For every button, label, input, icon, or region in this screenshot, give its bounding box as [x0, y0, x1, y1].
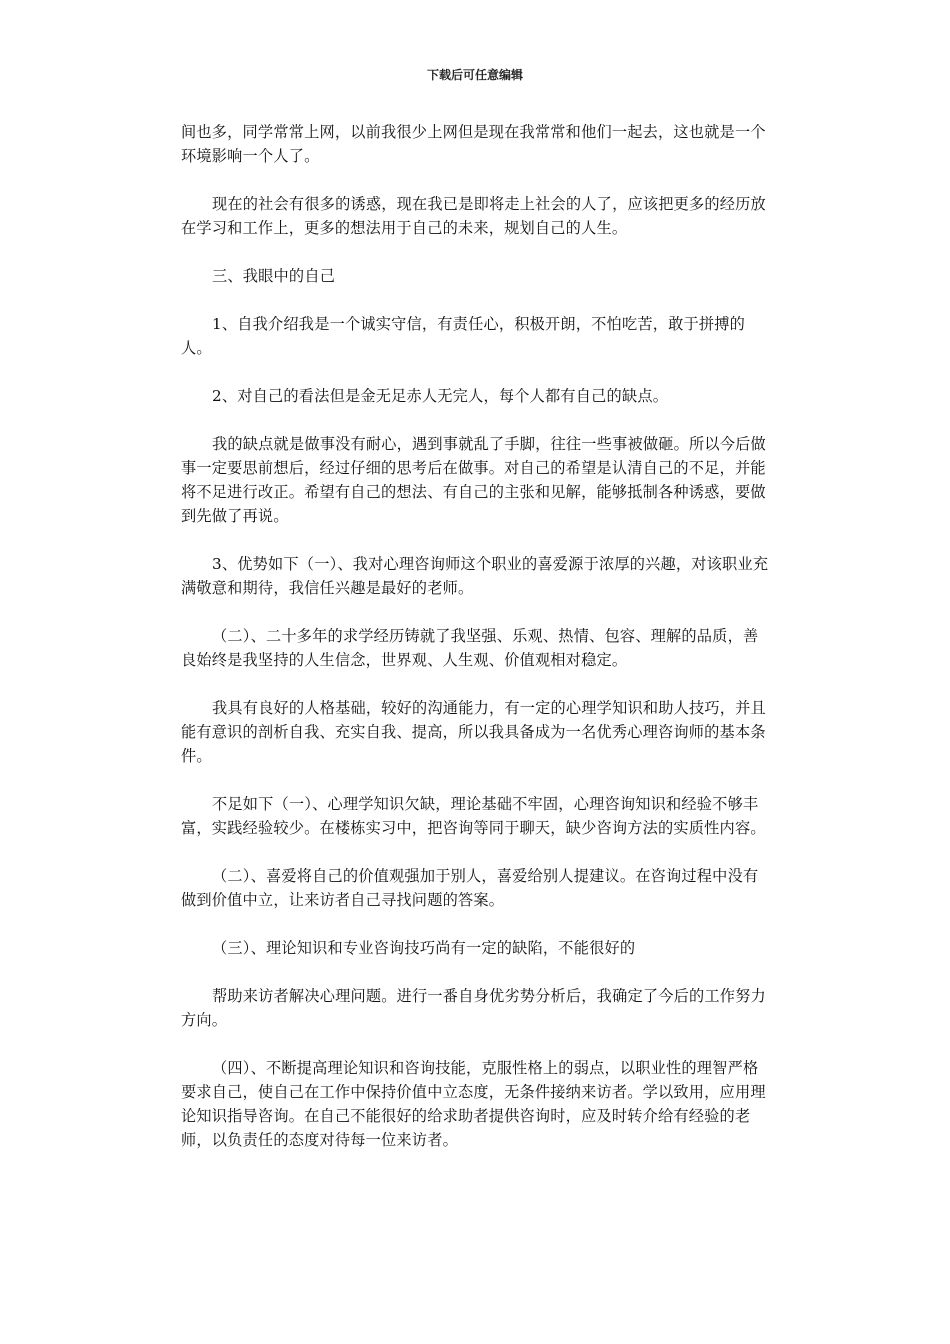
paragraph: （四）、不断提高理论知识和咨询技能，克服性格上的弱点，以职业性的理智严格要求自己，使自己在工作中保持价值中立态度，无条件接纳来访者。学以致用，应用理论知识指导咨询。在自己不能很好的给求助者提供咨询时，应及时转介给有经验的老师，以负责任的态度对待每一位来访者。 — [181, 1059, 766, 1149]
paragraph: 3、优势如下（一）、我对心理咨询师这个职业的喜爱源于浓厚的兴趣，对该职业充满敬意和期待，我信任兴趣是最好的老师。 — [181, 555, 769, 597]
page-header: 下载后可任意编辑 — [426, 68, 523, 82]
paragraph: 我具有良好的人格基础，较好的沟通能力，有一定的心理学知识和助人技巧，并且能有意识的剖析自我、充实自我、提高，所以我具备成为一名优秀心理咨询师的基本条件。 — [181, 699, 766, 765]
paragraph: 我的缺点就是做事没有耐心，遇到事就乱了手脚，往往一些事被做砸。所以今后做事一定要思前想后，经过仔细的思考后在做事。对自己的希望是认清自己的不足，并能将不足进行改正。希望有自己的想法、有自己的主张和见解，能够抵制各种诱惑，要做到先做了再说。 — [181, 435, 766, 525]
paragraph: （二）、喜爱将自己的价值观强加于别人，喜爱给别人提建议。在咨询过程中没有做到价值中立，让来访者自己寻找问题的答案。 — [181, 867, 759, 909]
paragraph: 现在的社会有很多的诱惑，现在我已是即将走上社会的人了，应该把更多的经历放在学习和工作上，更多的想法用于自己的未来，规划自己的人生。 — [181, 195, 766, 237]
document-body — [181, 120, 771, 1176]
paragraph: 2、对自己的看法但是金无足赤人无完人，每个人都有自己的缺点。 — [212, 387, 669, 405]
paragraph: 间也多，同学常常上网，以前我很少上网但是现在我常常和他们一起去，这也就是一个环境影响一个人了。 — [181, 123, 766, 165]
paragraph: 不足如下（一）、心理学知识欠缺，理论基础不牢固，心理咨询知识和经验不够丰富，实践经验较少。在楼栋实习中，把咨询等同于聊天，缺少咨询方法的实质性内容。 — [181, 795, 766, 837]
paragraph: 1、自我介绍我是一个诚实守信，有责任心，积极开朗，不怕吃苦，敢于拼搏的人。 — [181, 315, 746, 357]
paragraph: （二）、二十多年的求学经历铸就了我坚强、乐观、热情、包容、理解的品质，善良始终是我坚持的人生信念，世界观、人生观、价值观相对稳定。 — [181, 627, 759, 669]
paragraph: （三）、理论知识和专业咨询技巧尚有一定的缺陷，不能很好的 — [212, 939, 636, 957]
section-heading: 三、我眼中的自己 — [212, 267, 336, 285]
paragraph: 帮助来访者解决心理问题。进行一番自身优劣势分析后，我确定了今后的工作努力方向。 — [181, 987, 766, 1029]
